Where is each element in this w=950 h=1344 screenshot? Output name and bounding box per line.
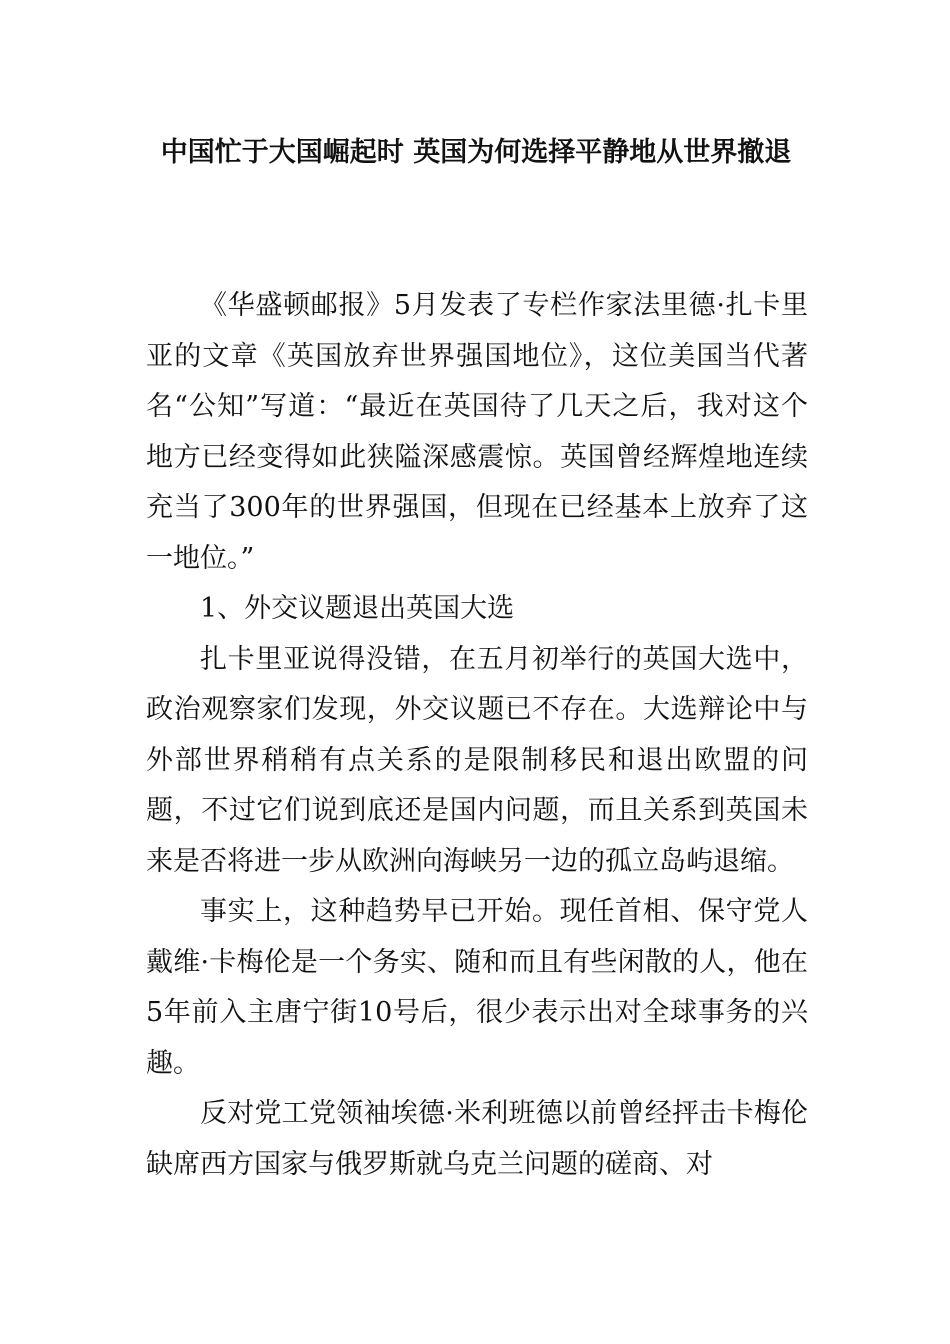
document-title: 中国忙于大国崛起时 英国为何选择平静地从世界撤退: [160, 137, 792, 168]
section-heading: 1、外交议题退出英国大选: [200, 593, 515, 624]
paragraph-intro: 《华盛顿邮报》5月发表了专栏作家法里德·扎卡里亚的文章《英国放弃世界强国地位》，这位美国当代著名“公知”写道：“最近在英国待了几天之后，我对这个地方已经变得如此狭隘深感震惊。英国曾经辉煌地连续充当了300年的世界强国，但现在已经基本上放弃了这一地位。”: [146, 290, 808, 574]
paragraph-miliband: 反对党工党领袖埃德·米利班德以前曾经抨击卡梅伦缺席西方国家与俄罗斯就乌克兰问题的磋商、对: [146, 1098, 808, 1180]
document-body: [146, 281, 808, 1190]
paragraph-election: 扎卡里亚说得没错，在五月初举行的英国大选中，政治观察家们发现，外交议题已不存在。大选辩论中与外部世界稍稍有点关系的是限制移民和退出欧盟的问题，不过它们说到底还是国内问题，而且关系到英国未来是否将进一步从欧洲向海峡另一边的孤立岛屿退缩。: [146, 643, 808, 877]
paragraph-cameron: 事实上，这种趋势早已开始。现任首相、保守党人戴维·卡梅伦是一个务实、随和而且有些闲散的人，他在5年前入主唐宁街10号后，很少表示出对全球事务的兴趣。: [146, 896, 808, 1079]
